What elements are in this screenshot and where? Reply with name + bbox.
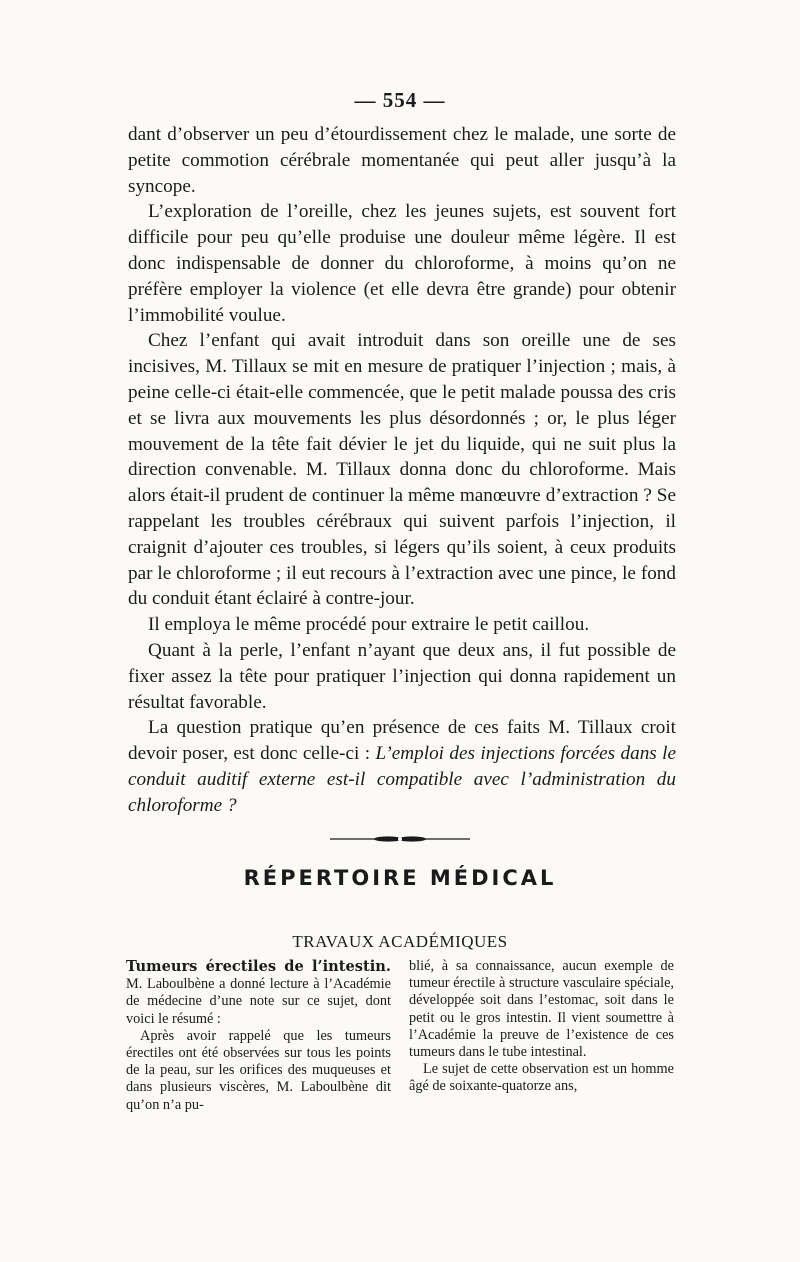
column-paragraph: Après avoir rappelé que les tumeurs érectiles ont été observées sur tous les points de la peau, sur les orifices des muqueuses et dans plusieurs viscères, M. Laboulbène dit qu’on n’a pu- [126,1027,391,1113]
paragraph: dant d’observer un peu d’étourdissement chez le malade, une sorte de petite commotion cérébrale momentanée qui peut aller jusqu’à la syncope. [128,124,676,197]
column-paragraph [126,958,391,1028]
subsection-title: TRAVAUX ACADÉMIQUES [292,932,508,951]
column-paragraph: blié, à sa connaissance, aucun exemple de tumeur érectile à structure vasculaire spéciale, développée soit dans l’estomac, soit dans le petit ou le gros intestin. Il vient soumettre à l’Académie la preuve de l’existence de ces tumeurs dans le tube intestinal. [409,958,674,1061]
paragraph: Il employa le même procédé pour extraire le petit caillou. [148,614,590,636]
paragraph: Chez l’enfant qui avait introduit dans son oreille une de ses incisives, M. Tillaux se mit en mesure de pratiquer l’injection ; mais, à peine celle-ci était-elle commencée, que le petit malade poussa des cris et se livra aux mouvements les plus désordonnés ; or, le plus léger mouvement de la tête fait dévier le jet du liquide, qui ne suit plus la direction convenable. M. Tillaux donna donc du chloroforme. Mais alors était-il prudent de continuer la même manœuvre d’extraction ? Se rappelant les troubles cérébraux qui suivent parfois l’injection, il craignit d’ajouter ces troubles, si légers qu’ils soient, à ceux produits par le chloroforme ; il eut recours à l’extraction avec une pince, le fond du conduit étant éclairé à contre-jour. [128,330,676,610]
left-column [126,958,391,1114]
paragraph: Quant à la perle, l’enfant n’ayant que deux ans, il fut possible de fixer assez la tête pour pratiquer l’injection qui donna rapidement un résultat favorable. [128,639,676,713]
question-italic: L’emploi des injections forcées dans le conduit auditif externe est-il compatible avec l’administration du chloroforme ? [128,743,677,816]
right-column [409,958,674,1096]
paragraph-question [128,715,676,818]
column-paragraph: Le sujet de cette observation est un homme âgé de soixante-quatorze ans, [409,1061,674,1095]
paragraph: L’exploration de l’oreille, chez les jeunes sujets, est souvent fort difficile pour peu qu’elle produise une douleur même légère. Il est donc indispensable de donner du chloroforme, à moins qu’on ne préfère employer la violence (et elle devra être grande) pour obtenir l’immobilité voulue. [128,201,676,326]
main-text [128,122,676,819]
page-number: — 554 — [354,88,446,112]
article-heading: Tumeurs érectiles de l’intestin. [126,958,391,975]
ornamental-divider [330,836,470,842]
question-lead: La question pratique qu’en présence de ces faits M. Tillaux croit devoir poser, est donc celle-ci : [128,717,676,765]
article-heading-rest: M. Laboulbène a donné lecture à l’Académie de médecine d’une note sur ce sujet, dont voici le résumé : [126,976,391,1027]
section-title: RÉPERTOIRE MÉDICAL [243,866,557,890]
